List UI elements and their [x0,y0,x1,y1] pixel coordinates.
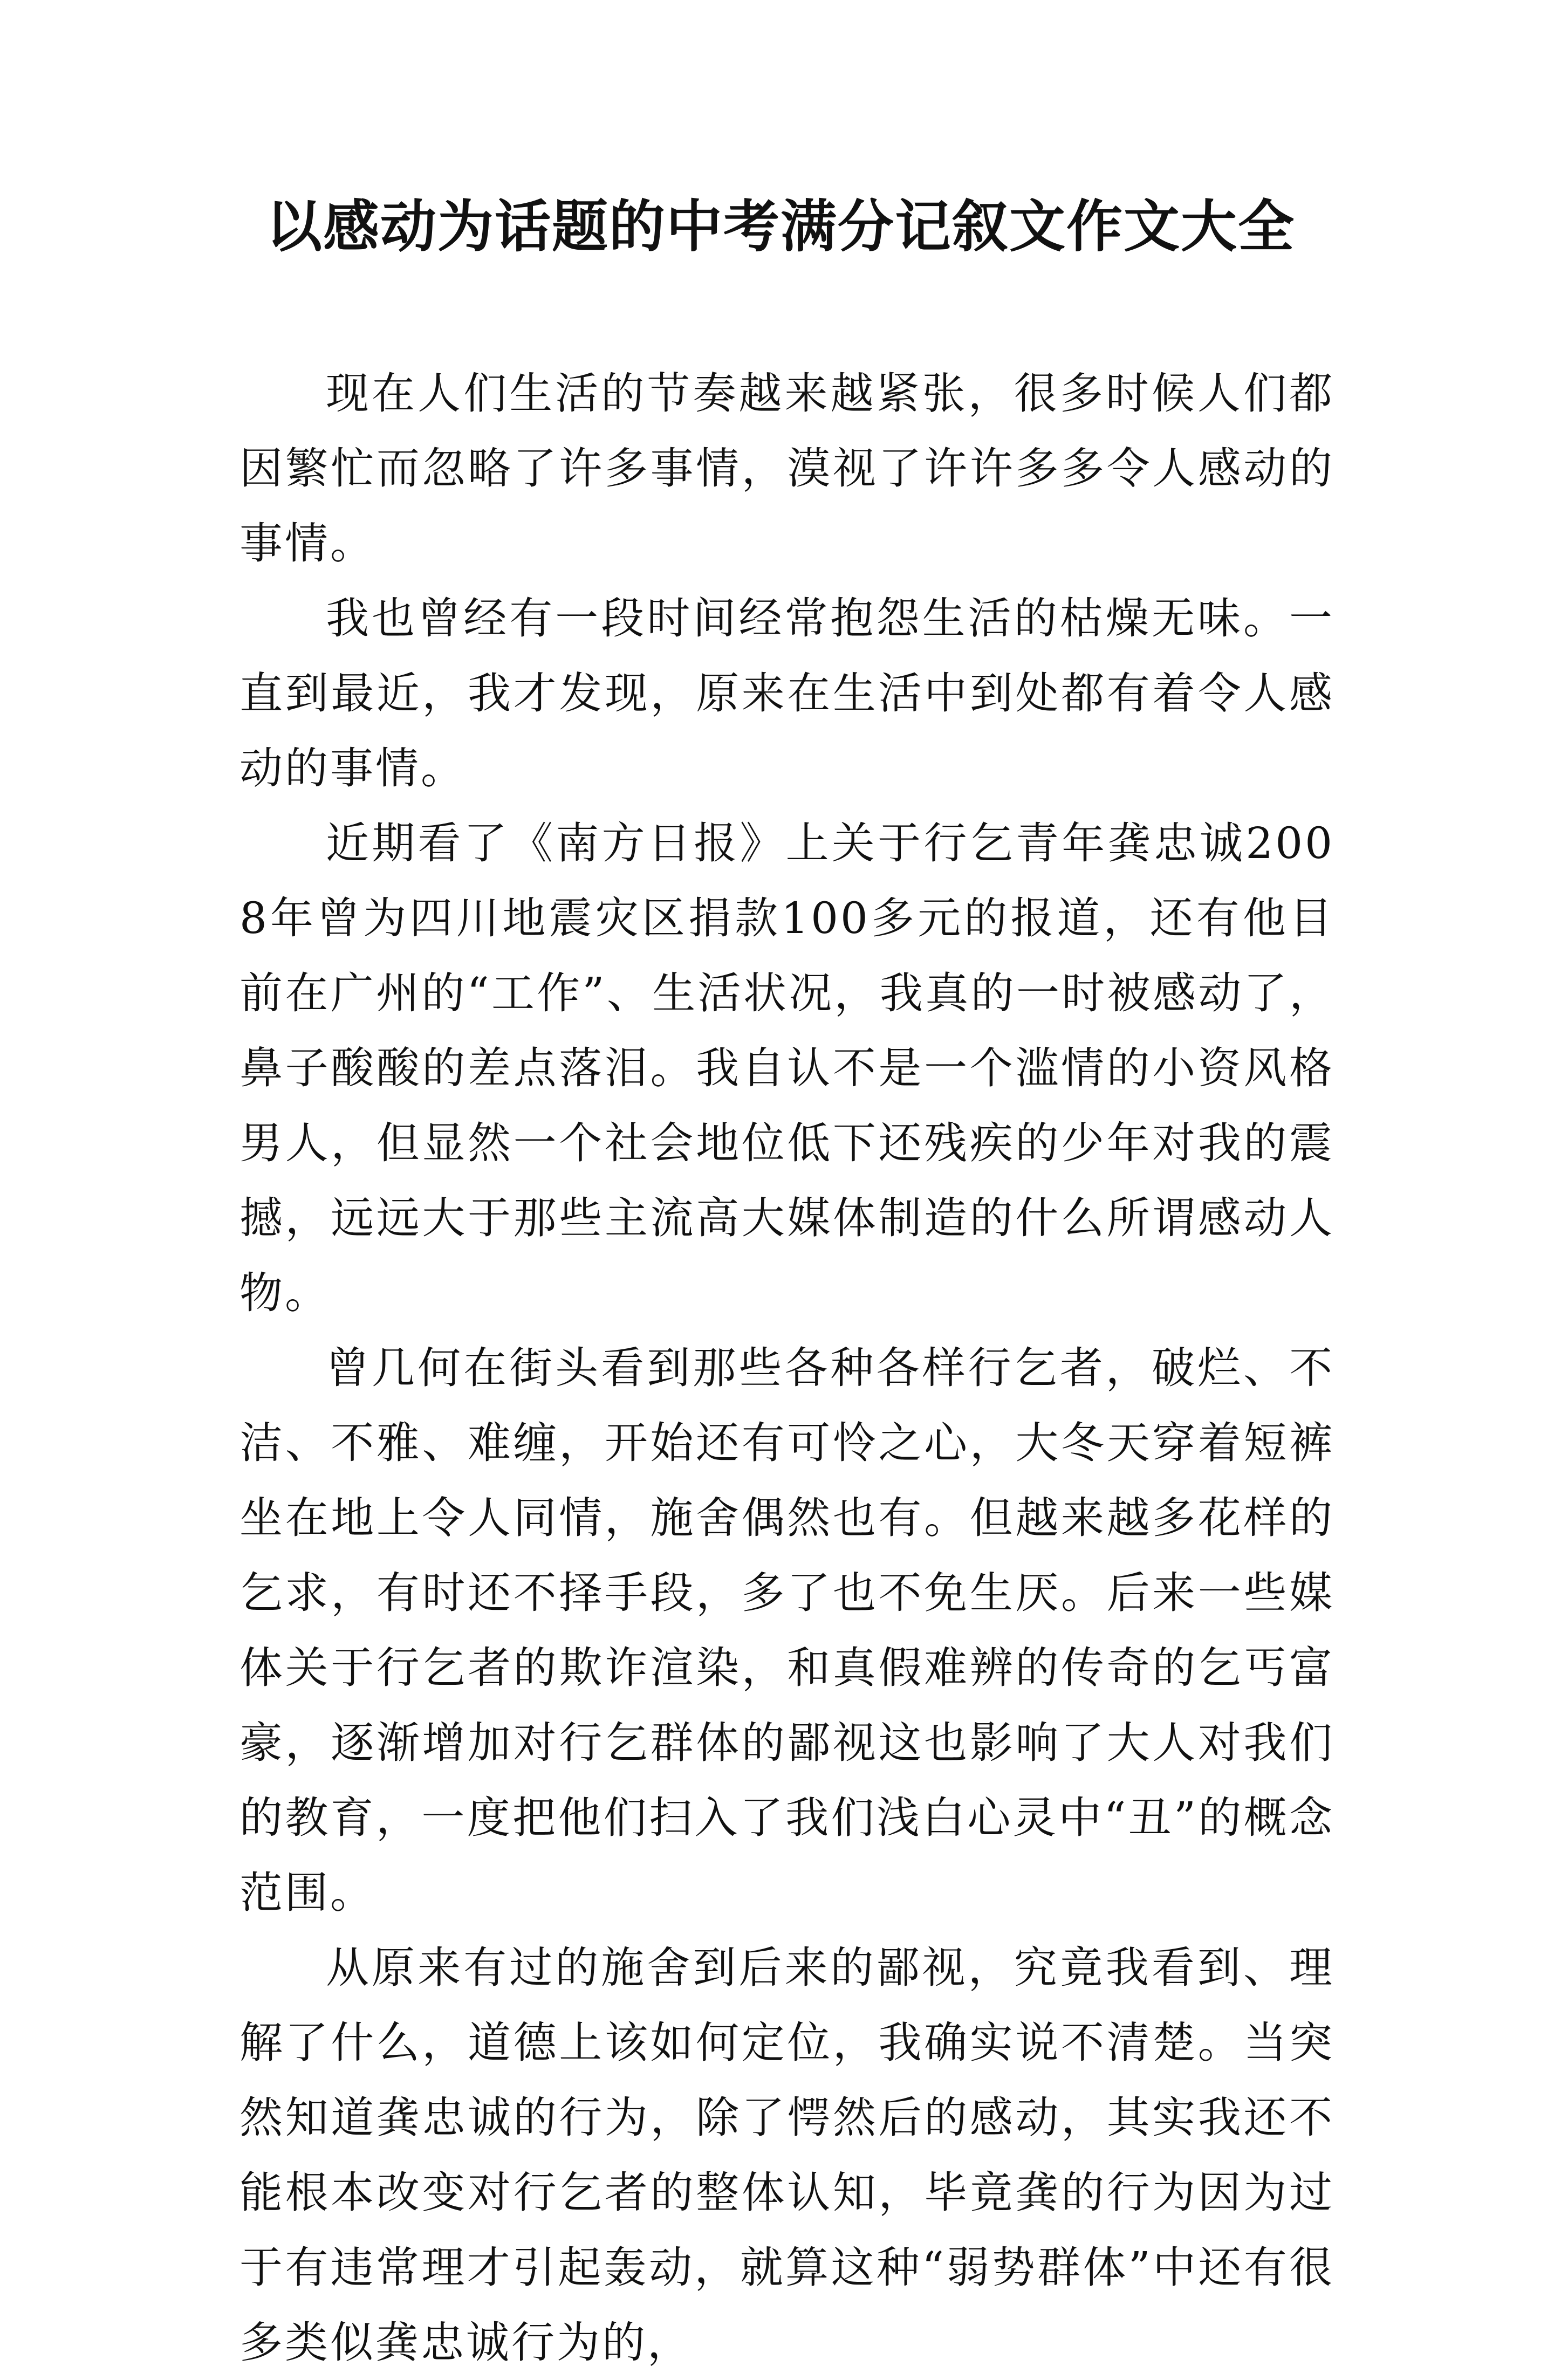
paragraph: 近期看了《南方日报》上关于行乞青年龚忠诚2008年曾为四川地震灾区捐款100多元的报道，还有他目前在广州的“工作”、生活状况，我真的一时被感动了，鼻子酸酸的差点落泪。我自认不是一个滥情的小资风格男人，但显然一个社会地位低下还残疾的少年对我的震撼，远远大于那些主流高大媒体制造的什么所谓感动人物。 [239,818,1334,1318]
paragraph: 现在人们生活的节奏越来越紧张，很多时候人们都因繁忙而忽略了许多事情，漠视了许许多多令人感动的事情。 [239,368,1334,568]
document-title: 以感动为话题的中考满分记叙文作文大全 [265,194,1295,259]
paragraph: 从原来有过的施舍到后来的鄙视，究竟我看到、理解了什么，道德上该如何定位，我确实说不清楚。当突然知道龚忠诚的行为，除了愕然后的感动，其实我还不能根本改变对行乞者的整体认知，毕竟龚的行为因为过于有违常理才引起轰动，就算这种“弱势群体”中还有很多类似龚忠诚行为的， [239,1943,1334,2368]
paragraph: 曾几何在街头看到那些各种各样行乞者，破烂、不洁、不雅、难缠，开始还有可怜之心，大冬天穿着短裤坐在地上令人同情，施舍偶然也有。但越来越多花样的乞求，有时还不择手段，多了也不免生厌。后来一些媒体关于行乞者的欺诈渲染，和真假难辨的传奇的乞丐富豪，逐渐增加对行乞群体的鄙视这也影响了大人对我们的教育，一度把他们扫入了我们浅白心灵中“丑”的概念范围。 [239,1343,1334,1918]
document-body [239,356,1334,2380]
paragraph: 我也曾经有一段时间经常抱怨生活的枯燥无味。一直到最近，我才发现，原来在生活中到处都有着令人感动的事情。 [239,593,1334,793]
